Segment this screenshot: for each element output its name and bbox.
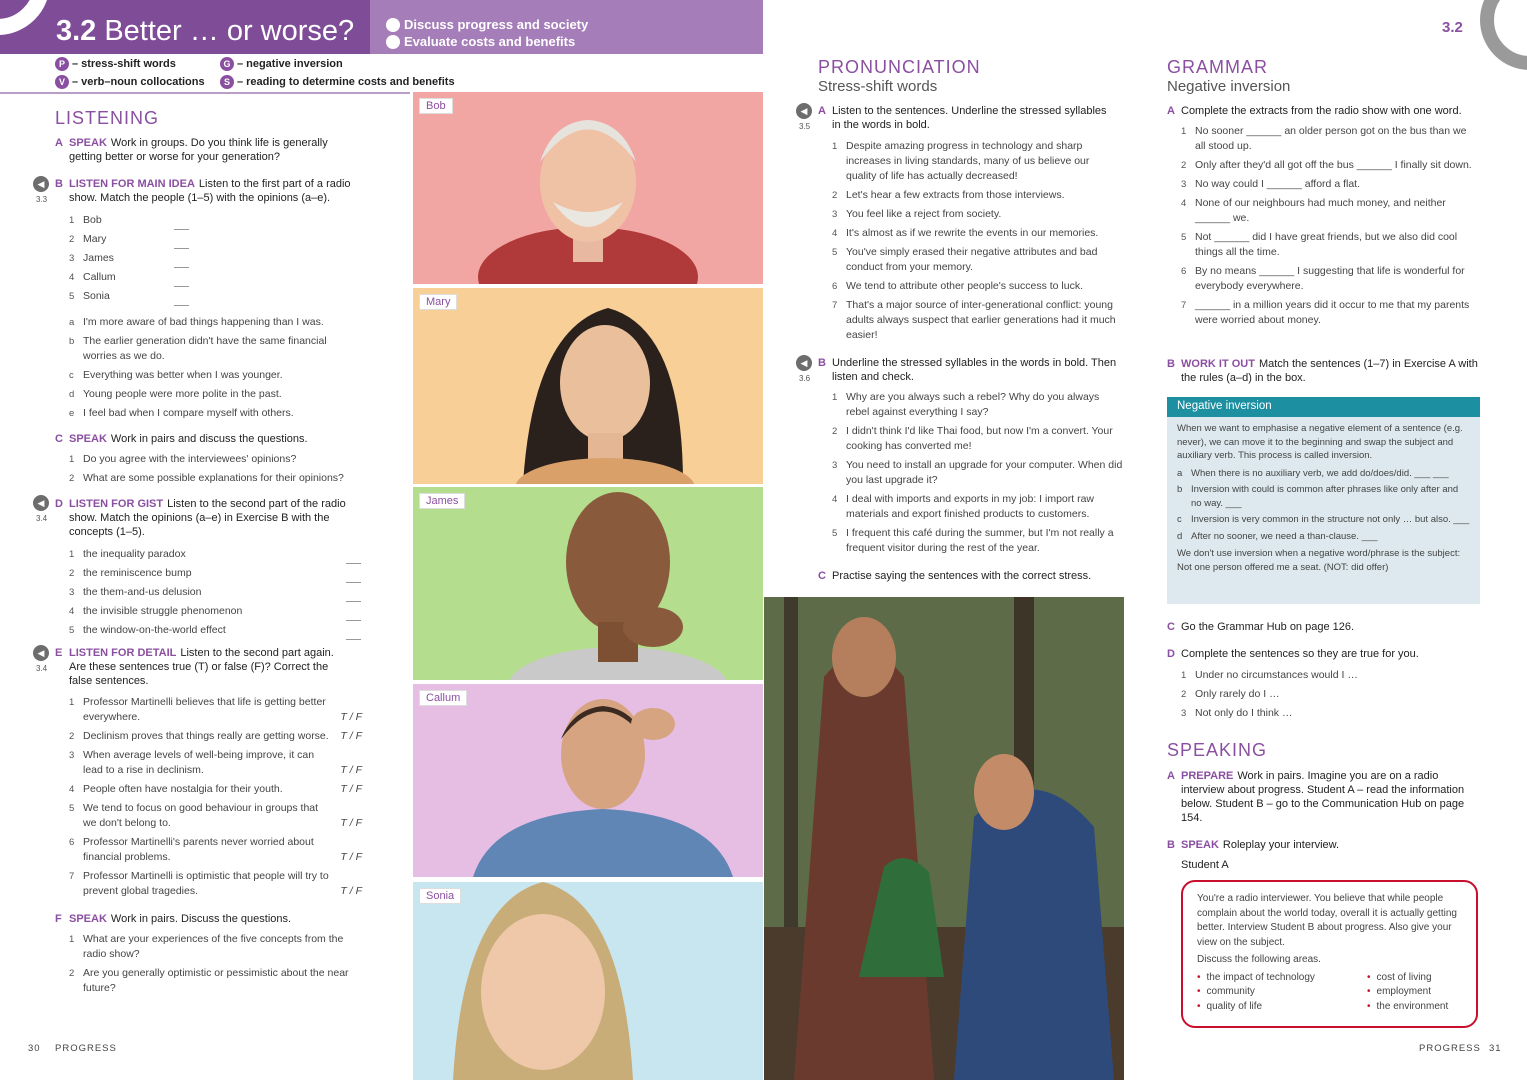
list-item: 1 Professor Martinelli believes that life is getting better everywhere. T / F [69,696,362,723]
audio-icon[interactable]: ◀ [796,355,812,371]
grammar-hub-link[interactable]: Go the Grammar Hub on page 126. [1181,621,1355,633]
role-card-prompt: Discuss the following areas. [1197,954,1321,965]
person-illustration [413,288,763,484]
track-number: 3.4 [36,514,48,523]
track-number: 3.4 [36,664,48,673]
exercise-a: A PREPARE Work in pairs. Imagine you are on a radio interview about progress. Student A – read the information below. Student B – go to the Communication Hub on page 154. [1167,770,1465,824]
topic-columns [1197,971,1462,1015]
sentence-list [832,390,1124,556]
grammar-subheading: Negative inversion [1167,78,1291,95]
photo-sonia [413,882,763,1080]
list-item: e I feel bad when I compare myself with others. [69,407,294,419]
list-item: 1 Bob [69,211,189,230]
student-label: Student A [1181,859,1229,871]
list-item: 7 That's a major source of inter-generational conflict: young adults always suspect that earlier generations had it much easier! [832,299,1116,341]
photo-label: Mary [419,294,457,310]
grammar-icon: G [220,57,234,71]
list-item: 4 I deal with imports and exports in my job: I import raw materials and export finished products to customers. [832,493,1095,520]
legend-item: S – reading to determine costs and benefits [220,75,455,89]
person-illustration [413,684,763,877]
track-number: 3.3 [36,195,48,204]
extract-list [1181,124,1478,328]
rule-item: a When there is no auxiliary verb, we add do/does/did. ___ ___ [1177,467,1449,479]
topic-item: • the impact of technology [1197,971,1315,983]
goal-item: Evaluate costs and benefits [386,34,575,49]
exercise-c: C SPEAK Work in pairs and discuss the questions. [55,433,308,445]
grammar-rules-box [1167,397,1480,604]
exercise-b: B LISTEN FOR MAIN IDEA Listen to the first part of a radio show. Match the people (1–5) with the opinions (a–e). [55,178,351,204]
listening-heading: LISTENING [55,108,160,128]
audio-icon[interactable]: ◀ [33,645,49,661]
person-illustration [413,882,763,1080]
topic-item: • community [1197,986,1255,997]
question-list [69,452,369,486]
rule-item: c Inversion is very common in the structure not only … but also. ___ [1177,514,1470,525]
page-number-right: 31 [1489,1043,1502,1054]
exercise-c: C Practise saying the sentences with the correct stress. [818,570,1092,582]
page-number-left: 30 [28,1043,41,1054]
rules-box-title: Negative inversion [1167,397,1480,417]
exercise-f: F SPEAK Work in pairs. Discuss the questions. [55,913,292,925]
list-item: 3 No way could I ______ afford a flat. [1181,178,1360,190]
exercise-a: A Complete the extracts from the radio show with one word. [1167,105,1462,117]
list-item: c Everything was better when I was younger. [69,369,283,381]
list-item: 1 Despite amazing progress in technology and sharp increases in living standards, many of us believe our quality of life has actually decreased! [832,140,1090,182]
photo-label: Bob [419,98,453,114]
list-item: 3 When average levels of well-being improve, it can lead to a rise in declinism. T / F [69,749,362,776]
list-item: 1 No sooner ______ an older person got on the bus than we all stood up. [1181,125,1467,152]
topic-item: • the environment [1367,1000,1449,1012]
list-item: 1 Under no circumstances would I … [1181,669,1358,681]
rules-box-body [1167,417,1480,579]
list-item: 1 Why are you always such a rebel? Why do you always rebel against everything I say? [832,391,1100,418]
role-card [1181,880,1478,1028]
list-item: 2 Are you generally optimistic or pessimistic about the near future? [69,967,349,994]
topic-item: • employment [1367,986,1431,997]
list-item: 5 Sonia [69,287,189,306]
question-list [69,932,359,996]
list-item: 3 You feel like a reject from society. [832,208,1002,220]
list-item: d Young people were more polite in the past. [69,388,282,400]
vocabulary-icon: V [55,75,69,89]
person-illustration [413,487,763,680]
list-item: 5 We tend to focus on good behaviour in groups that we don't belong to. T / F [69,802,362,829]
exercise-c: C Go the Grammar Hub on page 126. [1167,620,1479,634]
role-card-body [1183,882,1476,1024]
sentence-starters [1181,666,1471,723]
list-item: 2 Mary [69,230,189,249]
true-false-list [69,695,362,899]
exercise-b: B SPEAK Roleplay your interview. [1167,839,1340,851]
list-item: 3 James [69,249,189,268]
bullet-icon [386,35,400,49]
list-item: 3 the them-and-us delusion [69,583,361,602]
list-item: 2 Let's hear a few extracts from those interviews. [832,189,1065,201]
list-item: 7 Professor Martinelli is optimistic that people will try to prevent global tragedies. T / F [69,870,362,897]
pronunciation-heading: PRONUNCIATION [818,57,981,77]
legend-item: G – negative inversion [220,57,343,71]
list-item: 5 Not ______ did I have great friends, but we also did cool things all the time. [1181,231,1458,258]
exercise-e: E LISTEN FOR DETAIL Listen to the second part again. Are these sentences true (T) or false (F)? Correct the false sentences. [55,647,334,687]
list-item: 5 the window-on-the-world effect [69,621,361,640]
legend-item: V – verb–noun collocations [55,75,205,89]
decorative-ring [1480,0,1527,70]
goal-item: Discuss progress and society [386,17,588,32]
forest-illustration [764,597,1124,1080]
list-item: a I'm more aware of bad things happening than I was. [69,316,324,328]
skills-icon: S [220,75,234,89]
list-item: 2 Declinism proves that things really are getting worse. T / F [69,730,362,742]
exercise-d: D Complete the sentences so they are true for you. [1167,648,1419,660]
rules-intro: When we want to emphasise a negative element of a sentence (e.g. never), we can move it to the beginning and swap the subject and auxiliary verb. This process is called inversion. [1177,423,1463,461]
audio-icon[interactable]: ◀ [796,103,812,119]
opinions-list [69,315,349,421]
photo-label: James [419,493,465,509]
pronunciation-icon: P [55,57,69,71]
list-item: 3 Not only do I think … [1181,707,1293,719]
list-item: 5 You've simply erased their negative attributes and bad conduct from your memory. [832,246,1098,273]
header-rule [0,92,410,94]
rules-outro: We don't use inversion when a negative word/phrase is the subject: Not one person offered me a seat. (NOT: did offer) [1177,548,1461,573]
bullet-icon [386,18,400,32]
rule-item: b Inversion with could is common after phrases like only after and no way. ___ [1177,484,1459,509]
list-item: 4 None of our neighbours had much money, and neither ______ we. [1181,197,1446,224]
photo-label: Sonia [419,888,461,904]
list-item: 6 By no means ______ I suggesting that life is wonderful for everybody everywhere. [1181,265,1465,292]
role-card-text: You're a radio interviewer. You believe that while people complain about the world today, overall it is actually getting better. Interview Student B about progress. Also give your view on the subject. [1197,893,1457,948]
photo-callum [413,684,763,877]
list-item: 2 Only rarely do I … [1181,688,1280,700]
list-item: 6 We tend to attribute other people's success to luck. [832,280,1084,292]
list-item: 7 ______ in a million years did it occur to me that my parents were worried about money. [1181,299,1470,326]
list-item: 4 It's almost as if we rewrite the events in our memories. [832,227,1099,239]
person-illustration [413,92,763,284]
topic-item: • quality of life [1197,1000,1263,1012]
list-item: 1 Do you agree with the interviewees' opinions? [69,453,297,465]
footer-label-left: PROGRESS [55,1043,117,1054]
photo-mary [413,288,763,484]
exercise-b: B WORK IT OUT Match the sentences (1–7) in Exercise A with the rules (a–d) in the box. [1167,358,1478,384]
exercise-b: B Underline the stressed syllables in the words in bold. Then listen and check. [818,357,1117,383]
track-number: 3.5 [799,122,811,131]
pronunciation-subheading: Stress-shift words [818,78,938,95]
topic-column [1197,971,1367,1015]
exercise-a: A SPEAK Work in groups. Do you think life is generally getting better or worse for your generation? [55,137,328,163]
exercise-d: D LISTEN FOR GIST Listen to the second part of the radio show. Match the opinions (a–e) in Exercise B with the concepts (1–5). [55,498,346,538]
list-item: 1 the inequality paradox [69,545,361,564]
grammar-heading: GRAMMAR [1167,57,1268,77]
list-item: 5 I frequent this café during the summer, but I'm not really a frequent visitor during the rest of the year. [832,527,1114,554]
list-item: 2 Only after they'd all got off the bus ______ I finally sit down. [1181,159,1472,171]
photo-james [413,487,763,680]
unit-title: 3.2 Better … or worse? [56,15,355,47]
audio-icon[interactable]: ◀ [33,176,49,192]
list-item: 3 You need to install an upgrade for your computer. When did you last upgrade it? [832,459,1123,486]
topic-column [1367,971,1448,1015]
track-number: 3.6 [799,374,811,383]
people-list [69,211,189,306]
page-label: 3.2 [1442,19,1463,36]
list-item: b The earlier generation didn't have the same financial worries as we do. [69,335,327,362]
concept-list [69,545,361,640]
speaking-heading: SPEAKING [1167,740,1268,760]
list-item: 1 What are your experiences of the five concepts from the radio show? [69,933,344,960]
topic-item: • cost of living [1367,971,1432,983]
list-item: 2 the reminiscence bump [69,564,361,583]
list-item: 4 the invisible struggle phenomenon [69,602,361,621]
list-item: 2 I didn't think I'd like Thai food, but now I'm a convert. Your cooking has converted me! [832,425,1113,452]
rule-item: d After no sooner, we need a than-clause. ___ [1177,530,1378,542]
list-item: 2 What are some possible explanations for their opinions? [69,472,344,484]
list-item: 4 Callum [69,268,189,287]
audio-icon[interactable]: ◀ [33,495,49,511]
photo-volunteers [764,597,1124,1080]
sentence-list [832,139,1122,343]
legend-item: P – stress-shift words [55,57,176,71]
list-item: 6 Professor Martinelli's parents never worried about financial problems. T / F [69,836,362,863]
photo-label: Callum [419,690,467,706]
list-item: 4 People often have nostalgia for their youth. T / F [69,783,362,795]
exercise-a: A Listen to the sentences. Underline the stressed syllables in the words in bold. [818,105,1107,131]
photo-bob [413,92,763,284]
footer-label-right: PROGRESS [1419,1043,1481,1054]
